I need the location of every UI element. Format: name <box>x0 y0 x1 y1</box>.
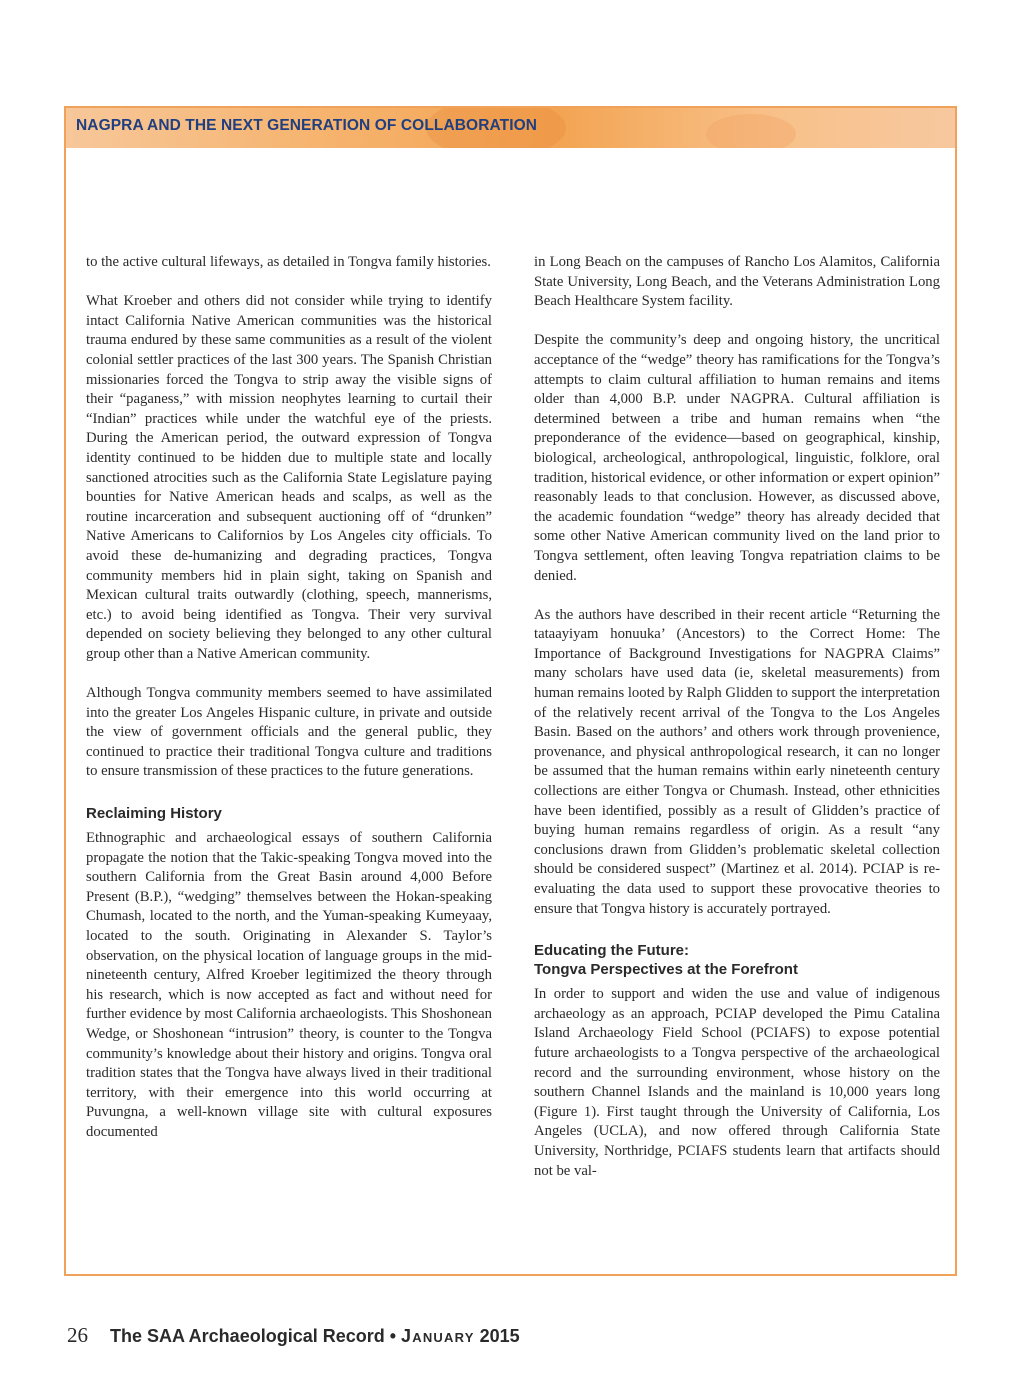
paragraph: Although Tongva community members seemed to have assimilated into the greater Los Angeles Hispanic culture, in private and outside the view of government officials and the general public, they continued to practice their traditional Tongva culture and traditions to ensure transmission of these practices to the future generations. <box>86 685 492 780</box>
page-footer <box>67 1323 520 1348</box>
paragraph: to the active cultural lifeways, as detailed in Tongva family histories. <box>86 254 491 270</box>
right-column <box>534 253 940 1201</box>
issue-month: January <box>401 1326 475 1346</box>
paragraph: As the authors have described in their recent article “Returning the tataayiyam honuuka’ (Ancestors) to the Correct Home: The Importance of Background Investigations for NAGPRA Claims” many scholars have used data (ie, skeletal measurements) from human remains looted by Ralph Glidden to support the interpretation of the relatively recent arrival of the Tongva to the Los Angeles Basin. Based on the authors’ and others work through provenience, provenance, and physical anthropological research, it can no longer be assumed that the human remains within early nineteenth century collections are either Tongva or Chumash. Instead, other ethnicities have been identified, possibly as a result of Glidden’s practice of buying human remains regardless of origin. As a result “any conclusions drawn from Glidden’s problematic skeletal collection should be considered suspect” (Martinez et al. 2014). PCIAP is re-evaluating the data used to support these provocative theories to ensure that Tongva history is accurately portrayed. <box>534 606 940 917</box>
page-number: 26 <box>67 1323 88 1347</box>
paragraph: What Kroeber and others did not consider while trying to identify intact California Native American communities was the historical trauma endured by these same communities as a result of the violent colonial settler practices of the last 300 years. The Spanish Christian missionaries forced the Tongva to strip away the visible signs of their “paganess,” with mission neophytes learning to curtail their “Indian” practices while under the watchful eye of the priests. During the American period, the outward expression of Tongva identity continued to be hidden due to multiple state and locally sanctioned atrocities such as the California State Legislature paying bounties for Native American heads and scalps, as well as the routine incarceration and subsequent auctioning off of “drunken” Native Americans to Californios by Los Angeles city officials. To avoid these de-humanizing and degrading practices, Tongva community members hid in plain sight, taking on Spanish and Mexican cultural traits outwardly (clothing, speech, mannerisms, etc.) to avoid being identified as Tongva. Their very survival depended on society believing they belonged to any other cultural group other than a Native American community. <box>86 293 492 662</box>
publication-title: The SAA Archaeological Record <box>110 1326 385 1346</box>
section-heading: Reclaiming History <box>86 805 222 823</box>
paragraph: In order to support and widen the use and value of indigenous archaeology as an approach, PCIAP developed the Pimu Catalina Island Archaeology Field School (PCIAFS) to expose potential future archaeologists to a Tongva perspective of the archaeological record and the surrounding environment, whose history on the southern Channel Islands and the mainland is 10,000 years long (Figure 1). First taught through the University of California, Los Angeles (UCLA), and now offered through California State University, Northridge, PCIAFS students learn that artifacts should not be val- <box>534 986 940 1179</box>
paragraph: Ethnographic and archaeological essays of southern California propagate the notion that the Takic-speaking Tongva moved into the southern California from the Great Basin around 4,000 Before Present (B.P.), “wedging” themselves between the Hokan-speaking Chumash, located to the north, and the Yuman-speaking Kumeyaay, located to the south. Originating in Alexander S. Taylor’s observation, on the physical location of language groups in the mid-nineteenth century, Alfred Kroeber legitimized the theory through his research, which is now accepted as fact and without need for further evidence by most California archaeologists. This Shoshonean Wedge, or Shoshonean “intrusion” theory, is counter to the Tongva community’s knowledge about their history and origins. Tongva oral tradition states that the Tongva have always lived in their traditional territory, with their emergence into this world occurring at Puvungna, a well-known village site with cultural exposures documented <box>86 830 492 1140</box>
section-banner <box>66 108 955 148</box>
issue-year: 2015 <box>479 1326 520 1346</box>
banner-title: NAGPRA AND THE NEXT GENERATION OF COLLABORATION <box>76 117 538 134</box>
section-heading-line: Educating the Future: <box>534 942 689 960</box>
paragraph: Despite the community’s deep and ongoing history, the uncritical acceptance of the “wedge” theory has ramifications for the Tongva’s attempts to claim cultural affiliation to human remains and items older than 4,000 B.P. under NAGPRA. Cultural affiliation is determined between a tribe and human remains when “the preponderance of the evidence—based on geographical, kinship, biological, archeological, anthropological, linguistic, folklore, oral tradition, historical evidence, or other information or expert opinion” reasonably leads to that conclusion. However, as discussed above, the academic foundation “wedge” theory has already decided that some other Native American community lived on the land prior to Tongva settlement, often leaving Tongva repatriation claims to be denied. <box>534 332 940 584</box>
footer-separator: • <box>384 1326 402 1346</box>
section-heading <box>534 941 940 979</box>
section-heading-line: Tongva Perspectives at the Forefront <box>534 961 798 979</box>
left-column <box>86 253 492 1162</box>
banner-texture <box>706 114 796 148</box>
paragraph: in Long Beach on the campuses of Rancho Los Alamitos, California State University, Long Beach, and the Veterans Administration Long Beach Healthcare System facility. <box>534 254 940 310</box>
